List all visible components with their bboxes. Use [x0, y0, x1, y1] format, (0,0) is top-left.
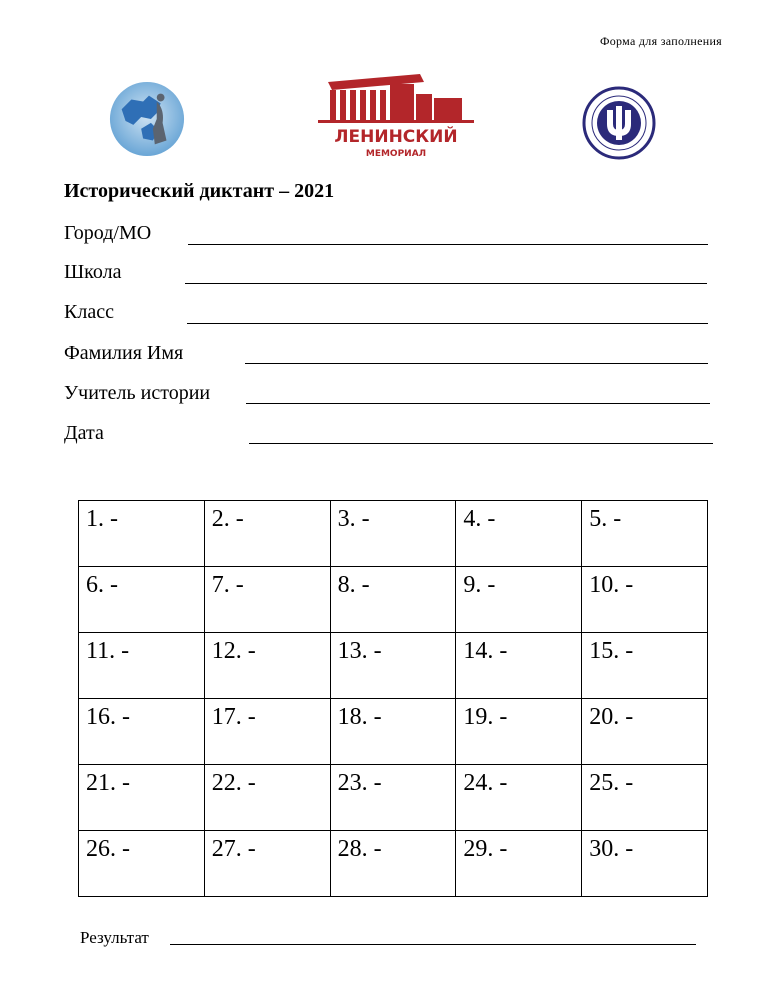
field-line-teacher[interactable] [246, 402, 710, 404]
answer-cell[interactable]: 29. - [456, 831, 582, 897]
answers-table [78, 500, 708, 897]
field-line-name[interactable] [245, 362, 708, 364]
answer-cell[interactable]: 2. - [204, 501, 330, 567]
answer-cell[interactable]: 6. - [79, 567, 205, 633]
answer-cell[interactable]: 24. - [456, 765, 582, 831]
table-row [79, 765, 708, 831]
answer-cell[interactable]: 5. - [582, 501, 708, 567]
answer-cell[interactable]: 28. - [330, 831, 456, 897]
answer-cell[interactable]: 8. - [330, 567, 456, 633]
field-line-class[interactable] [187, 322, 708, 324]
table-row [79, 501, 708, 567]
table-row [79, 633, 708, 699]
answer-cell[interactable]: 20. - [582, 699, 708, 765]
answer-cell[interactable]: 4. - [456, 501, 582, 567]
field-label-class: Класс [64, 301, 114, 323]
result-line[interactable] [170, 944, 696, 945]
table-row [79, 567, 708, 633]
answer-cell[interactable]: 9. - [456, 567, 582, 633]
answer-cell[interactable]: 14. - [456, 633, 582, 699]
answer-cell[interactable]: 25. - [582, 765, 708, 831]
answer-cell[interactable]: 23. - [330, 765, 456, 831]
answer-cell[interactable]: 26. - [79, 831, 205, 897]
field-label-school: Школа [64, 261, 122, 283]
answer-cell[interactable]: 7. - [204, 567, 330, 633]
answer-cell[interactable]: 30. - [582, 831, 708, 897]
field-label-city: Город/МО [64, 222, 152, 244]
answer-cell[interactable]: 15. - [582, 633, 708, 699]
answer-cell[interactable]: 16. - [79, 699, 205, 765]
page-title: Исторический диктант – 2021 [64, 180, 335, 202]
answer-cell[interactable]: 13. - [330, 633, 456, 699]
table-row [79, 831, 708, 897]
answer-cell[interactable]: 1. - [79, 501, 205, 567]
answer-cell[interactable]: 3. - [330, 501, 456, 567]
university-emblem-logo [582, 86, 656, 160]
table-row [79, 699, 708, 765]
field-label-name: Фамилия Имя [64, 342, 184, 364]
field-line-school[interactable] [185, 282, 707, 284]
field-label-date: Дата [64, 422, 104, 444]
answer-cell[interactable]: 21. - [79, 765, 205, 831]
regional-emblem-logo [108, 80, 186, 158]
answer-cell[interactable]: 19. - [456, 699, 582, 765]
answer-cell[interactable]: 22. - [204, 765, 330, 831]
logo-subtitle-text: МЕМОРИАЛ [365, 149, 427, 159]
answer-cell[interactable]: 11. - [79, 633, 205, 699]
answer-cell[interactable]: 18. - [330, 699, 456, 765]
form-note: Форма для заполнения [599, 34, 722, 48]
field-line-city[interactable] [188, 243, 708, 245]
result-label: Результат [80, 928, 149, 947]
field-label-teacher: Учитель истории [64, 382, 211, 404]
answer-cell[interactable]: 10. - [582, 567, 708, 633]
lenin-memorial-logo [312, 70, 480, 162]
field-line-date[interactable] [249, 442, 713, 444]
answer-cell[interactable]: 12. - [204, 633, 330, 699]
logo-title-text: ЛЕНИНСКИЙ [334, 127, 458, 147]
answer-cell[interactable]: 17. - [204, 699, 330, 765]
answer-cell[interactable]: 27. - [204, 831, 330, 897]
